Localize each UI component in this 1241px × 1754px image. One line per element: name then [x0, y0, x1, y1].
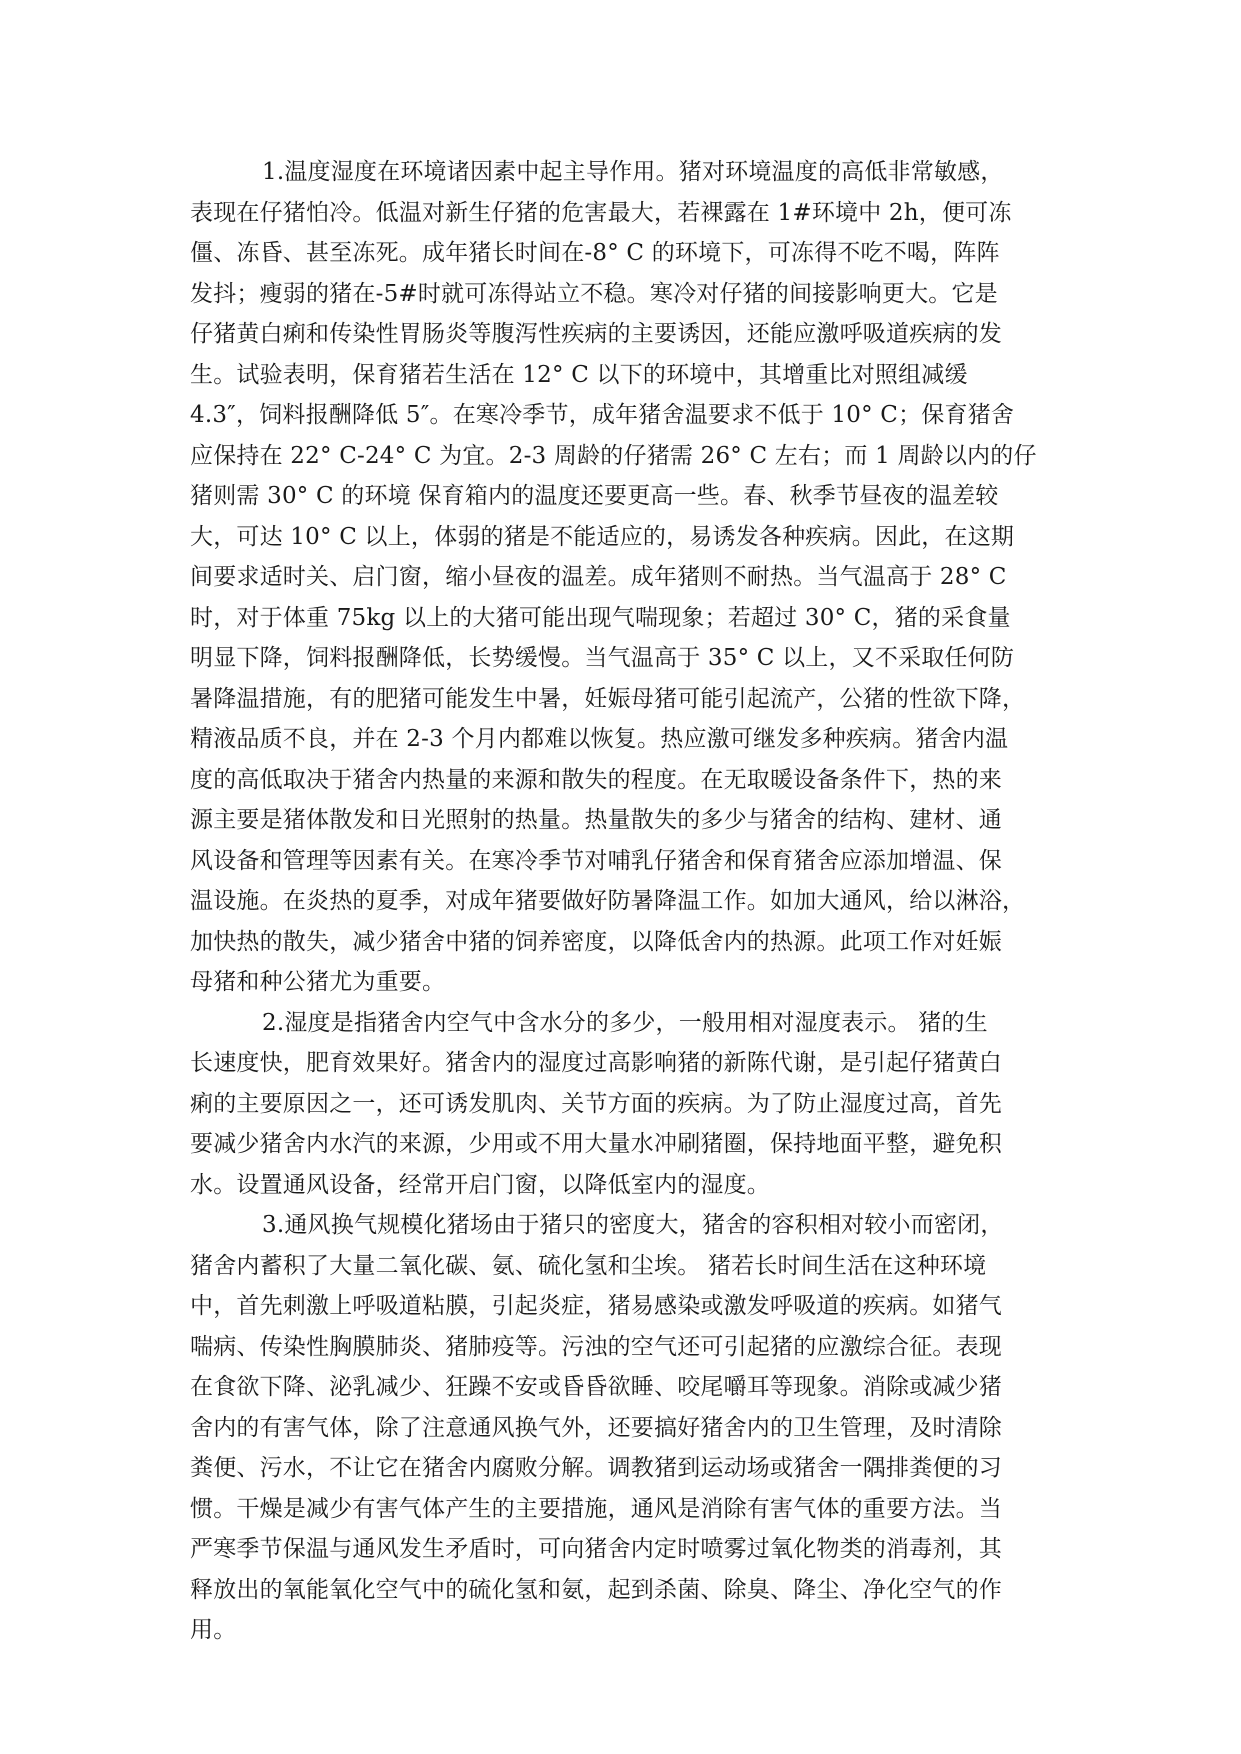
paragraph-line: 在食欲下降、泌乳减少、狂躁不安或昏昏欲睡、咬尾嚼耳等现象。消除或减少猪 — [190, 1374, 1002, 1400]
paragraph-line: 长速度快，肥育效果好。猪舍内的湿度过高影响猪的新陈代谢，是引起仔猪黄白 — [190, 1050, 1002, 1076]
paragraph-line: 度的高低取决于猪舍内热量的来源和散失的程度。在无取暖设备条件下，热的来 — [190, 766, 1002, 793]
paragraph-line: 明显下降，饲料报酬降低，长势缓慢。当气温高于 35° C 以上，又不采取任何防 — [190, 645, 1015, 671]
paragraph-line: 僵、冻昏、甚至冻死。成年猪长时间在-8° C 的环境下，可冻得不吃不喝，阵阵 — [190, 240, 1000, 266]
document-body — [190, 152, 1052, 1651]
paragraph-1 — [190, 152, 1052, 1003]
paragraph-line: 表现在仔猪怕冷。低温对新生仔猪的危害最大，若裸露在 1#环境中 2h，便可冻 — [190, 199, 1012, 226]
paragraph-line: 惯。干燥是减少有害气体产生的主要措施，通风是消除有害气体的重要方法。当 — [190, 1495, 1002, 1522]
paragraph-line: 温设施。在炎热的夏季，对成年猪要做好防暑降温工作。如加大通风，给以淋浴， — [190, 888, 1026, 914]
paragraph-line: 严寒季节保温与通风发生矛盾时，可向猪舍内定时喷雾过氧化物类的消毒剂，其 — [190, 1536, 1002, 1562]
paragraph-line: 仔猪黄白痢和传染性胃肠炎等腹泻性疾病的主要诱因，还能应激呼吸道疾病的发 — [190, 321, 1002, 347]
paragraph-line: 精液品质不良，并在 2-3 个月内都难以恢复。热应激可继发多种疾病。猪舍内温 — [190, 726, 1009, 752]
paragraph-3 — [190, 1205, 1052, 1651]
paragraph-line: 应保持在 22° C-24° C 为宜。2-3 周龄的仔猪需 26° C 左右；而 1 周龄以内的仔 — [190, 442, 1037, 469]
paragraph-line: 大，可达 10° C 以上，体弱的猪是不能适应的，易诱发各种疾病。因此，在这期 — [190, 523, 1015, 550]
paragraph-line: 痢的主要原因之一，还可诱发肌肉、关节方面的疾病。为了防止湿度过高，首先 — [190, 1090, 1002, 1117]
paragraph-line: 暑降温措施，有的肥猪可能发生中暑，妊娠母猪可能引起流产，公猪的性欲下降， — [190, 685, 1026, 712]
paragraph-line: 要减少猪舍内水汽的来源，少用或不用大量水冲刷猪圈，保持地面平整，避免积 — [190, 1131, 1002, 1157]
paragraph-line: 猪舍内蓄积了大量二氧化碳、氨、硫化氢和尘埃。 猪若长时间生活在这种环境 — [190, 1252, 987, 1279]
paragraph-line: 源主要是猪体散发和日光照射的热量。热量散失的多少与猪舍的结构、建材、通 — [190, 807, 1002, 833]
paragraph-2 — [190, 1003, 1052, 1206]
paragraph-line: 间要求适时关、启门窗，缩小昼夜的温差。成年猪则不耐热。当气温高于 28° C — [190, 564, 1007, 590]
paragraph-line: 中，首先刺激上呼吸道粘膜，引起炎症，猪易感染或激发呼吸道的疾病。如猪气 — [190, 1293, 1002, 1319]
paragraph-line: 1.温度湿度在环境诸因素中起主导作用。猪对环境温度的高低非常敏感， — [262, 159, 1004, 185]
paragraph-line: 水。设置通风设备，经常开启门窗，以降低室内的湿度。 — [190, 1171, 770, 1198]
paragraph-line: 3.通风换气规模化猪场由于猪只的密度大，猪舍的容积相对较小而密闭， — [262, 1212, 1004, 1238]
paragraph-line: 2.湿度是指猪舍内空气中含水分的多少，一般用相对湿度表示。 猪的生 — [262, 1009, 988, 1036]
paragraph-line: 风设备和管理等因素有关。在寒冷季节对哺乳仔猪舍和保育猪舍应添加增温、保 — [190, 847, 1002, 874]
paragraph-line: 粪便、污水，不让它在猪舍内腐败分解。调教猪到运动场或猪舍一隅排粪便的习 — [190, 1455, 1002, 1481]
paragraph-line: 母猪和种公猪尤为重要。 — [190, 969, 446, 995]
paragraph-line: 发抖；瘦弱的猪在-5#时就可冻得站立不稳。寒冷对仔猪的间接影响更大。它是 — [190, 280, 998, 307]
paragraph-line: 猪则需 30° C 的环境 保育箱内的温度还要更高一些。春、秋季节昼夜的温差较 — [190, 483, 999, 509]
paragraph-line: 用。 — [190, 1617, 237, 1643]
paragraph-line: 喘病、传染性胸膜肺炎、猪肺疫等。污浊的空气还可引起猪的应激综合征。表现 — [190, 1333, 1002, 1360]
paragraph-line: 4.3″，饲料报酬降低 5″。在寒冷季节，成年猪舍温要求不低于 10° C；保育猪舍 — [190, 402, 1015, 428]
paragraph-line: 生。试验表明，保育猪若生活在 12° C 以下的环境中，其增重比对照组减缓 — [190, 361, 968, 388]
paragraph-line: 时，对于体重 75kg 以上的大猪可能出现气喘现象；若超过 30° C，猪的采食量 — [190, 604, 1011, 631]
paragraph-line: 舍内的有害气体，除了注意通风换气外，还要搞好猪舍内的卫生管理，及时清除 — [190, 1414, 1002, 1441]
paragraph-line: 释放出的氧能氧化空气中的硫化氢和氨，起到杀菌、除臭、降尘、净化空气的作 — [190, 1576, 1002, 1603]
paragraph-line: 加快热的散失，减少猪舍中猪的饲养密度，以降低舍内的热源。此项工作对妊娠 — [190, 928, 1002, 955]
